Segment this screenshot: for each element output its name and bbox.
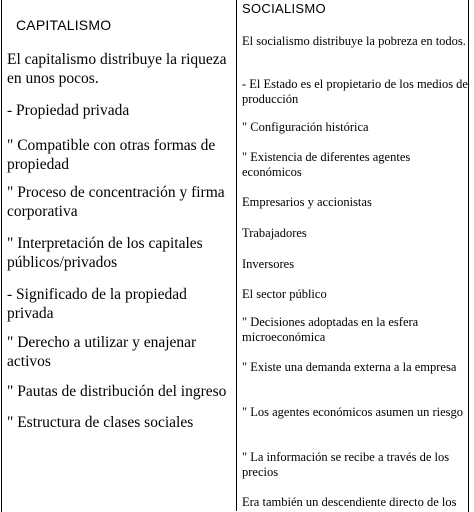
list-item: Empresarios y accionistas [242,195,372,209]
list-item: " Configuración histórica [242,120,369,134]
list-item: " Proceso de concentración y firma corporativa [7,184,225,220]
list-item: " Pautas de distribución del ingreso [7,383,227,400]
list-item: El capitalismo distribuye la riqueza en unos pocos. [7,51,227,87]
list-item: El socialismo distribuye la pobreza en todos. [242,34,466,48]
list-item: Trabajadores [242,226,307,240]
list-item: " Decisiones adoptadas en la esfera microeconómica [242,315,419,344]
list-item: El sector público [242,287,327,301]
list-item: " Existencia de diferentes agentes económicos [242,150,411,179]
list-item: " Interpretación de los capitales públicos/privados [7,235,203,271]
list-item: - Propiedad privada [7,102,130,119]
list-item: " Compatible con otras formas de propiedad [7,137,216,173]
list-item: " Existe una demanda externa a la empresa [242,360,457,374]
list-item: " Estructura de clases sociales [7,414,194,431]
list-item: - El Estado es el propietario de los medios de producción [242,77,468,106]
list-item: " Los agentes económicos asumen un riesgo [242,405,464,419]
list-item: Era también un descendiente directo de los [242,495,457,509]
list-item: Inversores [242,257,295,271]
list-item: - Significado de la propiedad privada [7,286,187,322]
socialismo-heading: SOCIALISMO [242,1,326,16]
capitalismo-heading: CAPITALISMO [16,17,112,33]
list-item: " Derecho a utilizar y enajenar activos [7,334,197,370]
list-item: " La información se recibe a través de los precios [242,450,450,479]
